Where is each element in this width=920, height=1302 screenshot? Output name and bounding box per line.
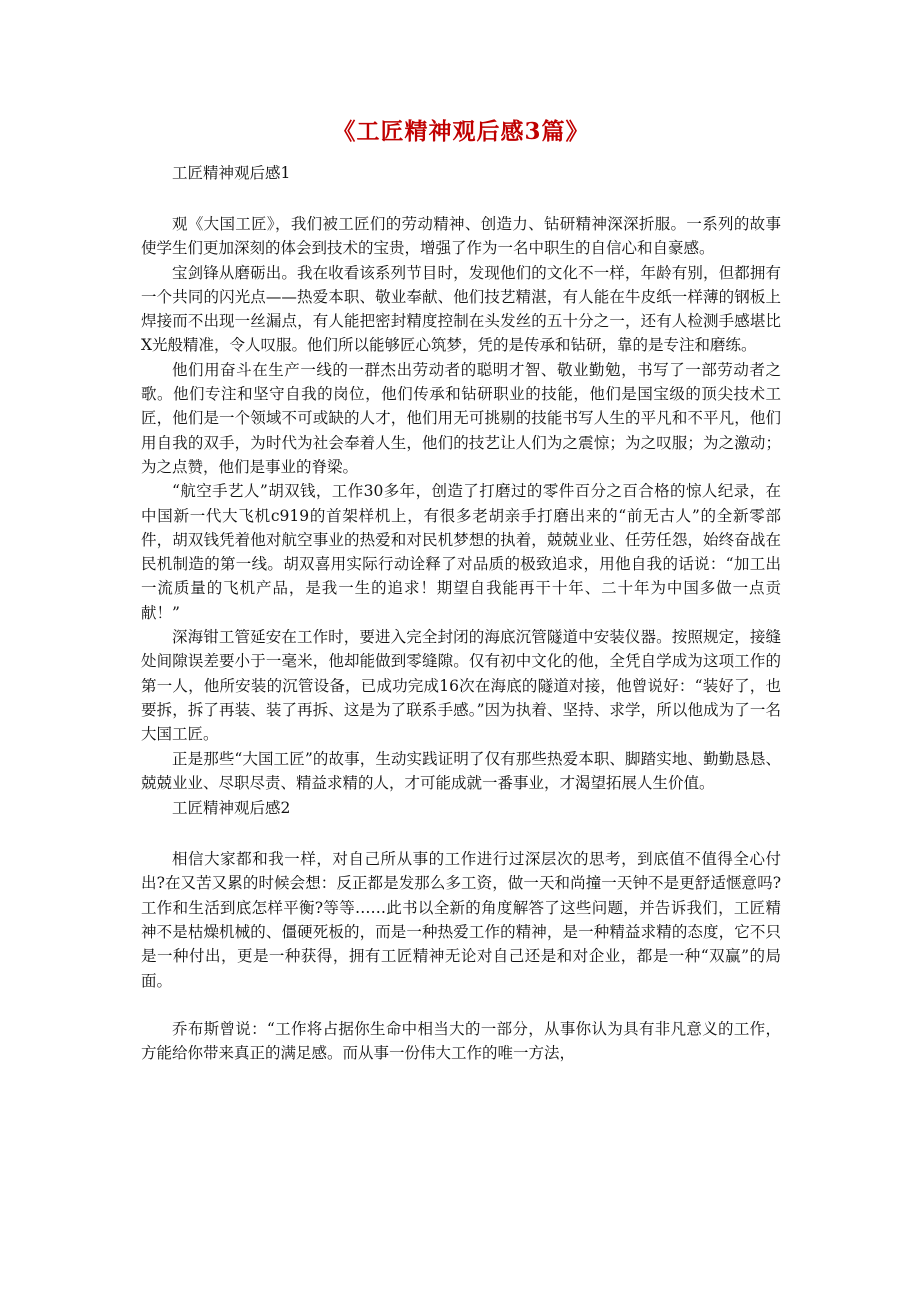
section-1-paragraph-3: 他们用奋斗在生产一线的一群杰出劳动者的聪明才智、敬业勤勉，书写了一部劳动者之歌。他们专注和坚守自我的岗位，他们传承和钻研职业的技能，他们是国宝级的顶尖技术工匠，他们是一个领域不可或缺的人才，他们用无可挑剔的技能书写人生的平凡和不平凡，他们用自我的双手，为时代为社会奉着人生，他们的技艺让人们为之震惊；为之叹服；为之激动；为之点赞，他们是事业的脊梁。 — [141, 360, 781, 476]
section-1-paragraph-2: 宝剑锋从磨砺出。我在收看该系列节目时，发现他们的文化不一样，年龄有别，但都拥有一个共同的闪光点——热爱本职、敬业奉献、他们技艺精湛，有人能在牛皮纸一样薄的钢板上焊接而不出现一丝漏点，有人能把密封精度控制在头发丝的五十分之一，还有人检测手感堪比X光般精准，令人叹服。他们所以能够匠心筑梦，凭的是传承和钻研，靠的是专注和磨练。 — [141, 263, 781, 355]
section-2-paragraph-2: 乔布斯曾说：“工作将占据你生命中相当大的一部分，从事你认为具有非凡意义的工作，方能给你带来真正的满足感。而从事一份伟大工作的唯一方法， — [141, 1019, 781, 1063]
section-1-paragraph-5: 深海钳工管延安在工作时，要进入完全封闭的海底沉管隧道中安装仪器。按照规定，接缝处间隙误差要小于一毫米，他却能做到零缝隙。仅有初中文化的他，全凭自学成为这项工作的第一人，他所安装的沉管设备，已成功完成16次在海底的隧道对接，他曾说好：“装好了，也要拆，拆了再装、装了再拆、这是为了联系手感。”因为执着、坚持、求学，所以他成为了一名大国工匠。 — [141, 628, 781, 744]
section-1-paragraph-4: “航空手艺人”胡双钱，工作30多年，创造了打磨过的零件百分之百合格的惊人纪录，在中国新一代大飞机c919的首架样机上，有很多老胡亲手打磨出来的“前无古人”的全新零部件，胡双钱凭着他对航空事业的热爱和对民机梦想的执着，兢兢业业、任劳任怨，始终奋战在民机制造的第一线。胡双喜用实际行动诠释了对品质的极致追求，用他自我的话说：“加工出一流质量的飞机产品，是我一生的追求！期望自我能再干十年、二十年为中国多做一点贡献！” — [141, 482, 781, 622]
section-2-heading: 工匠精神观后感2 — [172, 799, 291, 818]
section-1-paragraph-1: 观《大国工匠》，我们被工匠们的劳动精神、创造力、钻研精神深深折服。一系列的故事使学生们更加深刻的体会到技术的宝贵，增强了作为一名中职生的自信心和自豪感。 — [141, 215, 781, 258]
document-page — [141, 116, 781, 1066]
section-2-paragraph-1: 相信大家都和我一样，对自己所从事的工作进行过深层次的思考，到底值不值得全心付出?在又苦又累的时候会想：反正都是发那么多工资，做一天和尚撞一天钟不是更舒适惬意吗?工作和生活到底怎样平衡?等等……此书以全新的角度解答了这些问题，并告诉我们，工匠精神不是枯燥机械的、僵硬死板的，而是一种热爱工作的精神，是一种精益求精的态度，它不只是一种付出，更是一种获得，拥有工匠精神无论对自己还是和对企业，都是一种“双赢”的局面。 — [141, 850, 781, 990]
section-1-paragraph-6: 正是那些“大国工匠”的故事，生动实践证明了仅有那些热爱本职、脚踏实地、勤勤恳恳、兢兢业业、尽职尽责、精益求精的人，才可能成就一番事业，才渴望拓展人生价值。 — [141, 749, 781, 792]
section-1-heading: 工匠精神观后感1 — [172, 164, 291, 182]
document-title: 《工匠精神观后感3篇》 — [332, 118, 590, 145]
